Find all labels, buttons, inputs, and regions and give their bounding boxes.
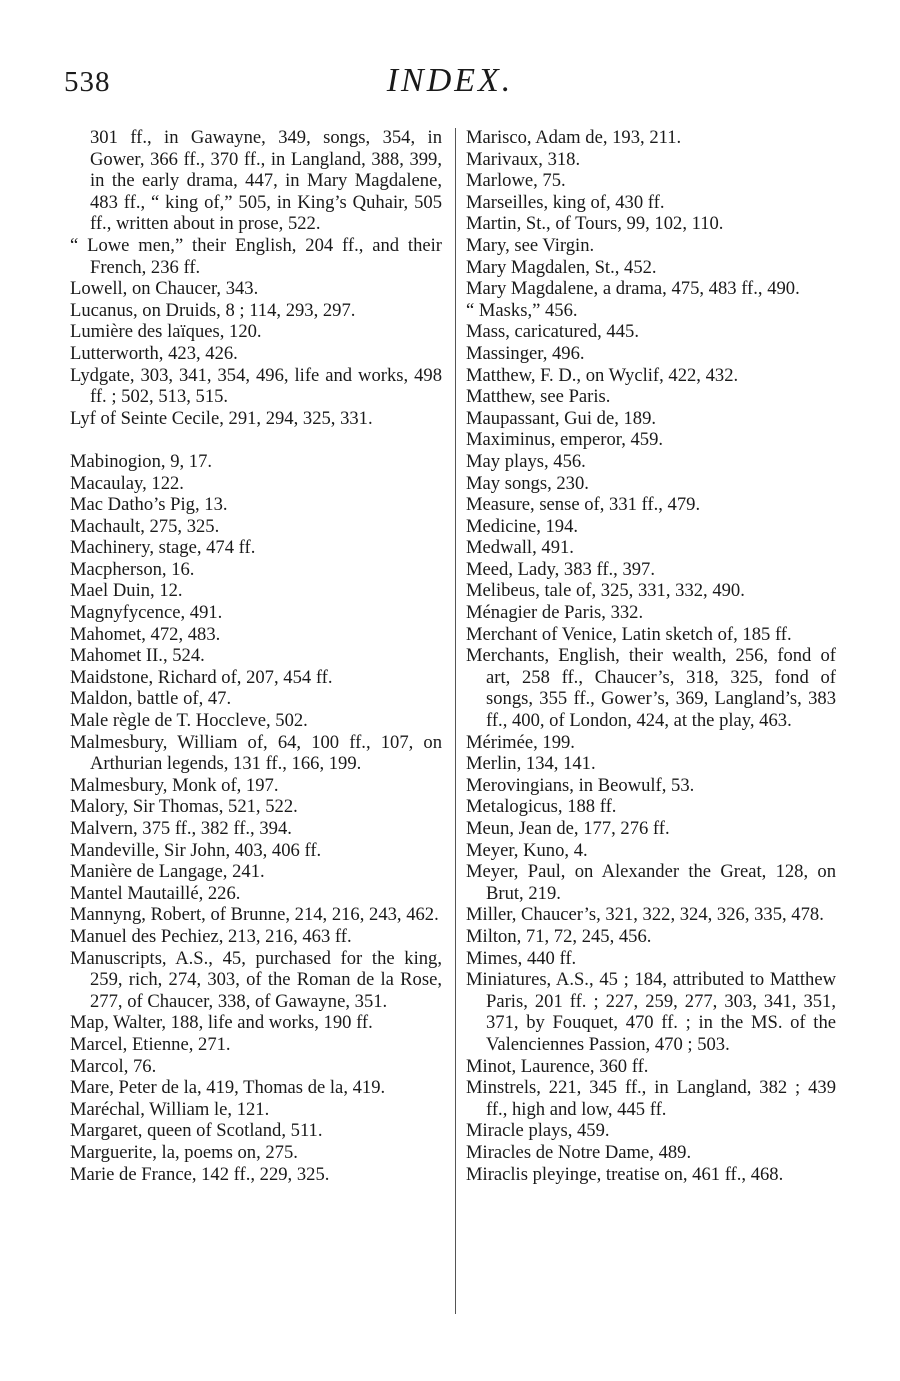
index-entry: Lydgate, 303, 341, 354, 496, life and works, 498 ff. ; 502, 513, 515. (70, 364, 442, 408)
index-entry: Merlin, 134, 141. (466, 753, 596, 775)
index-entry: Mary Magdalene, a drama, 475, 483 ff., 490. (466, 278, 800, 300)
index-entry: Matthew, see Paris. (466, 386, 611, 408)
index-column-left (70, 127, 442, 1185)
index-entry: Miracle plays, 459. (466, 1120, 610, 1142)
index-entry: Meyer, Paul, on Alexander the Great, 128, on Brut, 219. (466, 861, 836, 904)
index-entry: Manière de Langage, 241. (70, 861, 265, 883)
index-entry: Mérimée, 199. (466, 731, 575, 753)
index-entry: Measure, sense of, 331 ff., 479. (466, 494, 701, 516)
index-entry: 301 ff., in Gawayne, 349, songs, 354, in Gower, 366 ff., 370 ff., in Langland, 388, 399, in the early drama, 447, in Mary Magdalene, 483 ff., “ king of,” 505, in King’s Quhair, 505 ff., written about in prose, 522. (90, 127, 442, 235)
index-entry: Malmesbury, Monk of, 197. (70, 774, 279, 796)
index-column-right (466, 127, 836, 1185)
column-divider (455, 128, 456, 1314)
index-entry: Maldon, battle of, 47. (70, 688, 232, 710)
index-entry: Melibeus, tale of, 325, 331, 332, 490. (466, 580, 745, 602)
index-entry: Mahomet, 472, 483. (70, 623, 221, 645)
index-entry: Medicine, 194. (466, 515, 579, 537)
index-entry: Marcel, Etienne, 271. (70, 1033, 231, 1055)
index-entry: Miraclis pleyinge, treatise on, 461 ff., 468. (466, 1163, 784, 1185)
index-entry: May songs, 230. (466, 472, 589, 494)
page-number: 538 (64, 66, 111, 98)
index-entry: Minstrels, 221, 345 ff., in Langland, 382 ; 439 ff., high and low, 445 ff. (466, 1077, 836, 1120)
index-entry: “ Lowe men,” their English, 204 ff., and their French, 236 ff. (70, 234, 442, 278)
index-entry: Merovingians, in Beowulf, 53. (466, 774, 695, 796)
index-entry: Male règle de T. Hoccleve, 502. (70, 710, 308, 732)
index-entry: Marlowe, 75. (466, 170, 566, 192)
index-entry: Macaulay, 122. (70, 472, 184, 494)
index-entry: Machault, 275, 325. (70, 515, 220, 537)
index-entry: Milton, 71, 72, 245, 456. (466, 925, 652, 947)
index-entry: Mass, caricatured, 445. (466, 321, 639, 343)
index-entry: Meyer, Kuno, 4. (466, 839, 588, 861)
index-entry: Meed, Lady, 383 ff., 397. (466, 558, 655, 580)
index-entry: Lyf of Seinte Cecile, 291, 294, 325, 331. (70, 407, 373, 429)
index-entry: Map, Walter, 188, life and works, 190 ff. (70, 1012, 373, 1034)
index-entry: Lowell, on Chaucer, 343. (70, 278, 259, 300)
index-entry: Manuel des Pechiez, 213, 216, 463 ff. (70, 925, 352, 947)
index-entry: Mac Datho’s Pig, 13. (70, 494, 228, 516)
index-entry: Mantel Mautaillé, 226. (70, 882, 241, 904)
index-entry: Marcol, 76. (70, 1055, 157, 1077)
index-entry: Martin, St., of Tours, 99, 102, 110. (466, 213, 724, 235)
letter-section-gap (70, 429, 442, 451)
index-entry: Machinery, stage, 474 ff. (70, 537, 256, 559)
index-entry: Mannyng, Robert, of Brunne, 214, 216, 243, 462. (70, 904, 439, 926)
index-entry: Merchant of Venice, Latin sketch of, 185 ff. (466, 623, 792, 645)
index-entry: Manuscripts, A.S., 45, purchased for the king, 259, rich, 274, 303, of the Roman de la Rose, 277, of Chaucer, 338, of Gawayne, 351. (70, 947, 442, 1012)
index-entry: Lutterworth, 423, 426. (70, 342, 238, 364)
index-entry: Marivaux, 318. (466, 148, 581, 170)
index-entry: Mandeville, Sir John, 403, 406 ff. (70, 839, 322, 861)
index-entry: Massinger, 496. (466, 342, 585, 364)
index-entry: Malvern, 375 ff., 382 ff., 394. (70, 818, 292, 839)
index-entry: “ Masks,” 456. (466, 299, 578, 321)
index-entry: Meun, Jean de, 177, 276 ff. (466, 818, 670, 839)
index-entry: Merchants, English, their wealth, 256, fond of art, 258 ff., Chaucer’s, 318, 325, fond of songs, 355 ff., Gower’s, 369, Langland’s, 383 ff., 400, of London, 424, at the play, 463. (466, 645, 836, 732)
index-entry: Margaret, queen of Scotland, 511. (70, 1120, 323, 1142)
index-entry: Marseilles, king of, 430 ff. (466, 191, 665, 213)
index-entry: Marguerite, la, poems on, 275. (70, 1141, 298, 1163)
page-title: INDEX. (386, 62, 514, 99)
index-entry: Maupassant, Gui de, 189. (466, 407, 657, 429)
index-entry: Miracles de Notre Dame, 489. (466, 1141, 692, 1163)
index-entry: Marie de France, 142 ff., 229, 325. (70, 1163, 330, 1185)
index-entry: Magnyfycence, 491. (70, 602, 223, 624)
index-entry: Mabinogion, 9, 17. (70, 450, 213, 472)
index-entry: May plays, 456. (466, 450, 586, 472)
index-entry: Maidstone, Richard of, 207, 454 ff. (70, 666, 333, 688)
index-entry: Maximinus, emperor, 459. (466, 429, 664, 451)
index-entry: Marisco, Adam de, 193, 211. (466, 127, 682, 148)
index-entry: Miller, Chaucer’s, 321, 322, 324, 326, 335, 478. (466, 904, 824, 926)
index-entry: Maréchal, William le, 121. (70, 1098, 270, 1120)
index-entry: Macpherson, 16. (70, 558, 195, 580)
index-entry: Miniatures, A.S., 45 ; 184, attributed to Matthew Paris, 201 ff. ; 227, 259, 277, 303, 341, 351, 371, by Fouquet, 470 ff. ; in the MS. of the Valenciennes Passion, 470 ; 503. (466, 969, 836, 1055)
index-entry: Matthew, F. D., on Wyclif, 422, 432. (466, 364, 739, 386)
index-entry: Mary Magdalen, St., 452. (466, 256, 657, 278)
index-entry: Mare, Peter de la, 419, Thomas de la, 419. (70, 1077, 386, 1099)
index-entry: Malory, Sir Thomas, 521, 522. (70, 796, 298, 818)
index-entry: Malmesbury, William of, 64, 100 ff., 107, on Arthurian legends, 131 ff., 166, 199. (70, 731, 442, 775)
index-entry: Ménagier de Paris, 332. (466, 602, 644, 624)
index-entry: Mahomet II., 524. (70, 645, 205, 667)
index-entry: Lucanus, on Druids, 8 ; 114, 293, 297. (70, 299, 356, 321)
index-entry: Metalogicus, 188 ff. (466, 796, 617, 818)
index-entry: Medwall, 491. (466, 537, 574, 559)
page-header (0, 58, 900, 108)
index-entry: Lumière des laïques, 120. (70, 321, 262, 343)
index-entry: Mimes, 440 ff. (466, 947, 577, 969)
index-entry: Mary, see Virgin. (466, 234, 595, 256)
index-entry: Minot, Laurence, 360 ff. (466, 1055, 649, 1077)
index-entry: Mael Duin, 12. (70, 580, 183, 602)
